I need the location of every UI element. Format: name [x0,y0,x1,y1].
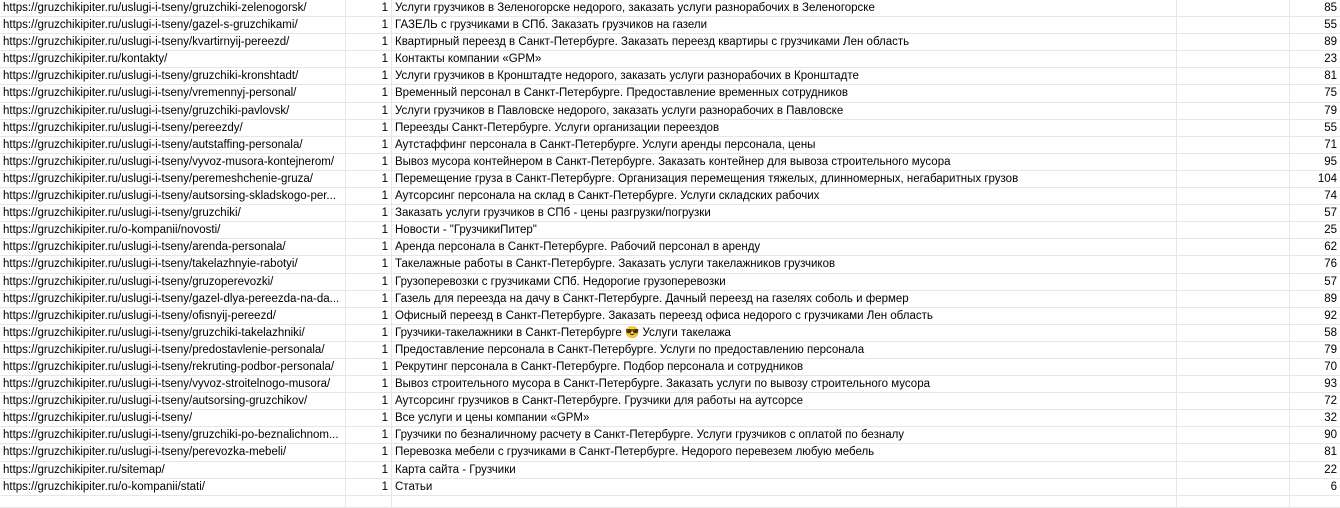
score-cell[interactable]: 89 [1324,292,1337,305]
title-cell[interactable]: Перевозка мебели с грузчиками в Санкт-Петербурге. Недорого перевезем любую мебель [392,444,1177,460]
table-row [0,342,1340,359]
score-cell[interactable]: 93 [1324,378,1337,391]
table-row [0,308,1340,325]
empty-cell[interactable] [1177,0,1290,16]
table-row [0,325,1340,342]
score-cell[interactable]: 58 [1324,326,1337,339]
count-cell[interactable]: 1 [346,291,392,307]
url-cell[interactable]: https://gruzchikipiter.ru/uslugi-i-tseny/gruzchiki-kronshtadt/ [0,68,346,84]
title-cell[interactable]: ГАЗЕЛЬ с грузчиками в СПб. Заказать грузчиков на газели [392,17,1177,33]
table-row [0,34,1340,51]
title-cell[interactable]: Переезды Санкт-Петербурге. Услуги организации переездов [392,120,1177,136]
count-cell[interactable]: 1 [346,410,392,426]
title-cell[interactable]: Аутсорсинг грузчиков в Санкт-Петербурге. Грузчики для работы на аутсорсе [392,393,1177,409]
title-cell[interactable]: Карта сайта - Грузчики [392,462,1177,478]
count-cell[interactable]: 1 [346,171,392,187]
empty-cell[interactable] [1177,376,1290,392]
score-cell[interactable]: 72 [1324,395,1337,408]
title-cell[interactable]: Вывоз строительного мусора в Санкт-Петербурге. Заказать услуги по вывозу строительного мусора [392,376,1177,392]
url-cell[interactable]: https://gruzchikipiter.ru/uslugi-i-tseny/ofisnyij-pereezd/ [0,308,346,324]
table-row [0,376,1340,393]
url-cell[interactable]: https://gruzchikipiter.ru/kontakty/ [0,51,346,67]
count-cell[interactable]: 1 [346,188,392,204]
count-cell[interactable]: 1 [346,103,392,119]
empty-cell[interactable] [1177,359,1290,375]
url-cell[interactable]: https://gruzchikipiter.ru/uslugi-i-tseny/peremeshchenie-gruza/ [0,171,346,187]
score-cell[interactable]: 57 [1324,275,1337,288]
count-cell[interactable]: 1 [346,85,392,101]
score-cell[interactable]: 81 [1324,446,1337,459]
title-cell[interactable]: Предоставление персонала в Санкт-Петербурге. Услуги по предоставлению персонала [392,342,1177,358]
empty-cell[interactable] [1177,154,1290,170]
score-cell[interactable]: 81 [1324,70,1337,83]
table-row [0,274,1340,291]
score-cell[interactable]: 62 [1324,241,1337,254]
empty-cell[interactable] [1177,342,1290,358]
table-row [0,120,1340,137]
table-row [0,239,1340,256]
score-cell[interactable]: 104 [1317,172,1337,185]
url-cell[interactable]: https://gruzchikipiter.ru/uslugi-i-tseny/vyvoz-stroitelnogo-musora/ [0,376,346,392]
table-row [0,462,1340,479]
title-cell[interactable]: Временный персонал в Санкт-Петербурге. Предоставление временных сотрудников [392,85,1177,101]
empty-cell[interactable] [1177,256,1290,272]
empty-cell[interactable] [1177,205,1290,221]
empty-cell[interactable] [1177,462,1290,478]
score-cell[interactable]: 55 [1324,121,1337,134]
url-cell[interactable]: https://gruzchikipiter.ru/o-kompanii/novosti/ [0,222,346,238]
empty-cell[interactable] [1177,291,1290,307]
score-cell[interactable]: 6 [1330,480,1337,493]
url-cell[interactable]: https://gruzchikipiter.ru/uslugi-i-tseny/vyvoz-musora-kontejnerom/ [0,154,346,170]
url-cell[interactable]: https://gruzchikipiter.ru/uslugi-i-tseny/pereezdy/ [0,120,346,136]
count-cell[interactable]: 1 [346,325,392,341]
url-cell[interactable]: https://gruzchikipiter.ru/uslugi-i-tseny/gruzoperevozki/ [0,274,346,290]
score-cell[interactable] [1290,496,1340,507]
count-cell[interactable]: 1 [346,427,392,443]
score-cell[interactable]: 75 [1324,87,1337,100]
url-cell[interactable]: https://gruzchikipiter.ru/uslugi-i-tseny/gruzchiki-zelenogorsk/ [0,0,346,16]
table-row [0,205,1340,222]
title-cell[interactable]: Офисный переезд в Санкт-Петербурге. Заказать переезд офиса недорого с грузчиками Лен область [392,308,1177,324]
empty-cell[interactable] [1177,103,1290,119]
count-cell[interactable]: 1 [346,68,392,84]
score-cell[interactable]: 89 [1324,36,1337,49]
title-cell[interactable]: Грузчики по безналичному расчету в Санкт-Петербурге. Услуги грузчиков с оплатой по безналу [392,427,1177,443]
empty-cell[interactable] [1177,274,1290,290]
table-row [0,68,1340,85]
score-cell[interactable]: 55 [1324,19,1337,32]
title-cell[interactable]: Аутсорсинг персонала на склад в Санкт-Петербурге. Услуги складских рабочих [392,188,1177,204]
url-cell[interactable] [0,496,346,507]
title-cell[interactable]: Рекрутинг персонала в Санкт-Петербурге. Подбор персонала и сотрудников [392,359,1177,375]
url-cell[interactable]: https://gruzchikipiter.ru/sitemap/ [0,462,346,478]
url-cell[interactable]: https://gruzchikipiter.ru/uslugi-i-tseny/autsorsing-skladskogo-per... [0,188,346,204]
score-cell[interactable]: 25 [1324,224,1337,237]
table-row [0,291,1340,308]
empty-cell[interactable] [1177,427,1290,443]
empty-cell[interactable] [1177,188,1290,204]
title-cell[interactable]: Грузоперевозки с грузчиками СПб. Недорогие грузоперевозки [392,274,1177,290]
url-cell[interactable]: https://gruzchikipiter.ru/uslugi-i-tseny/vremennyj-personal/ [0,85,346,101]
score-cell[interactable]: 92 [1324,309,1337,322]
empty-cell[interactable] [1177,17,1290,33]
url-cell[interactable]: https://gruzchikipiter.ru/uslugi-i-tseny/autstaffing-personala/ [0,137,346,153]
url-cell[interactable]: https://gruzchikipiter.ru/uslugi-i-tseny/gazel-s-gruzchikami/ [0,17,346,33]
empty-cell[interactable] [1177,171,1290,187]
count-cell[interactable]: 1 [346,462,392,478]
title-cell[interactable]: Новости - "ГрузчикиПитер" [392,222,1177,238]
count-cell[interactable]: 1 [346,239,392,255]
count-cell[interactable]: 1 [346,444,392,460]
table-row [0,359,1340,376]
count-cell[interactable]: 1 [346,393,392,409]
score-cell[interactable]: 79 [1324,104,1337,117]
empty-cell[interactable] [1177,410,1290,426]
empty-cell[interactable] [1177,308,1290,324]
title-cell[interactable]: Грузчики-такелажники в Санкт-Петербурге 😎 Услуги такелажа [392,325,1177,341]
count-cell[interactable]: 1 [346,359,392,375]
empty-cell[interactable] [1177,496,1290,507]
empty-cell[interactable] [1177,137,1290,153]
title-cell[interactable]: Все услуги и цены компании «GPM» [392,410,1177,426]
empty-cell[interactable] [1177,120,1290,136]
table-row-partial [0,496,1340,508]
score-cell[interactable]: 90 [1324,429,1337,442]
table-row [0,154,1340,171]
table-row [0,51,1340,68]
empty-cell[interactable] [1177,222,1290,238]
empty-cell[interactable] [1177,444,1290,460]
count-cell[interactable]: 1 [346,222,392,238]
count-cell[interactable] [346,496,392,507]
empty-cell[interactable] [1177,239,1290,255]
table-row [0,427,1340,444]
title-cell[interactable]: Услуги грузчиков в Павловске недорого, заказать услуги разнорабочих в Павловске [392,103,1177,119]
score-cell[interactable]: 32 [1324,412,1337,425]
url-cell[interactable]: https://gruzchikipiter.ru/uslugi-i-tseny/rekruting-podbor-personala/ [0,359,346,375]
count-cell[interactable]: 1 [346,137,392,153]
score-cell[interactable]: 85 [1324,2,1337,14]
title-cell[interactable]: Аутстаффинг персонала в Санкт-Петербурге. Услуги аренды персонала, цены [392,137,1177,153]
empty-cell[interactable] [1177,479,1290,495]
url-cell[interactable]: https://gruzchikipiter.ru/uslugi-i-tseny/arenda-personala/ [0,239,346,255]
title-cell[interactable]: Газель для переезда на дачу в Санкт-Петербурге. Дачный переезд на газелях соболь и фермер [392,291,1177,307]
url-cell[interactable]: https://gruzchikipiter.ru/uslugi-i-tseny/perevozka-mebeli/ [0,444,346,460]
url-cell[interactable]: https://gruzchikipiter.ru/o-kompanii/stati/ [0,479,346,495]
score-cell[interactable]: 95 [1324,155,1337,168]
count-cell[interactable]: 1 [346,479,392,495]
count-cell[interactable]: 1 [346,51,392,67]
url-cell[interactable]: https://gruzchikipiter.ru/uslugi-i-tseny/gazel-dlya-pereezda-na-da... [0,291,346,307]
table-row [0,85,1340,102]
title-cell[interactable]: Статьи [392,479,1177,495]
url-cell[interactable]: https://gruzchikipiter.ru/uslugi-i-tseny/gruzchiki-pavlovsk/ [0,103,346,119]
score-cell[interactable]: 70 [1324,360,1337,373]
table-row [0,17,1340,34]
empty-cell[interactable] [1177,34,1290,50]
title-cell[interactable]: Вывоз мусора контейнером в Санкт-Петербурге. Заказать контейнер для вывоза строительного мусора [392,154,1177,170]
url-cell[interactable]: https://gruzchikipiter.ru/uslugi-i-tseny/gruzchiki-takelazhniki/ [0,325,346,341]
table-row [0,479,1340,496]
title-cell[interactable]: Перемещение груза в Санкт-Петербурге. Организация перемещения тяжелых, длинномерных, негабаритных грузов [392,171,1177,187]
empty-cell[interactable] [1177,68,1290,84]
url-cell[interactable]: https://gruzchikipiter.ru/uslugi-i-tseny/gruzchiki/ [0,205,346,221]
count-cell[interactable]: 1 [346,34,392,50]
url-cell[interactable]: https://gruzchikipiter.ru/uslugi-i-tseny/kvartirnyij-pereezd/ [0,34,346,50]
score-cell[interactable]: 23 [1324,53,1337,66]
table-row [0,410,1340,427]
count-cell[interactable]: 1 [346,17,392,33]
score-cell[interactable]: 79 [1324,343,1337,356]
count-cell[interactable]: 1 [346,256,392,272]
score-cell[interactable]: 71 [1324,138,1337,151]
count-cell[interactable]: 1 [346,0,392,16]
table-row [0,103,1340,120]
count-cell[interactable]: 1 [346,342,392,358]
url-cell[interactable]: https://gruzchikipiter.ru/uslugi-i-tseny/takelazhnyie-rabotyi/ [0,256,346,272]
title-cell[interactable]: Аренда персонала в Санкт-Петербурге. Рабочий персонал в аренду [392,239,1177,255]
score-cell[interactable]: 76 [1324,258,1337,271]
count-cell[interactable]: 1 [346,376,392,392]
empty-cell[interactable] [1177,51,1290,67]
count-cell[interactable]: 1 [346,274,392,290]
url-cell[interactable]: https://gruzchikipiter.ru/uslugi-i-tseny/predostavlenie-personala/ [0,342,346,358]
table-row [0,222,1340,239]
table-row [0,444,1340,461]
table-row [0,171,1340,188]
table-row [0,188,1340,205]
title-cell[interactable]: Квартирный переезд в Санкт-Петербурге. Заказать переезд квартиры с грузчиками Лен область [392,34,1177,50]
title-cell[interactable]: Услуги грузчиков в Кронштадте недорого, заказать услуги разнорабочих в Кронштадте [392,68,1177,84]
score-cell[interactable]: 74 [1324,190,1337,203]
empty-cell[interactable] [1177,85,1290,101]
count-cell[interactable]: 1 [346,154,392,170]
title-cell[interactable] [392,496,1177,507]
url-cell[interactable]: https://gruzchikipiter.ru/uslugi-i-tseny/gruzchiki-po-beznalichnom... [0,427,346,443]
title-cell[interactable]: Услуги грузчиков в Зеленогорске недорого, заказать услуги разнорабочих в Зеленогорске [392,0,1177,16]
empty-cell[interactable] [1177,393,1290,409]
empty-cell[interactable] [1177,325,1290,341]
table-row [0,256,1340,273]
title-cell[interactable]: Контакты компании «GPM» [392,51,1177,67]
count-cell[interactable]: 1 [346,120,392,136]
table-row [0,393,1340,410]
url-cell[interactable]: https://gruzchikipiter.ru/uslugi-i-tseny/ [0,410,346,426]
count-cell[interactable]: 1 [346,205,392,221]
table-row [0,0,1340,17]
title-cell[interactable]: Такелажные работы в Санкт-Петербурге. Заказать услуги такелажников грузчиков [392,256,1177,272]
table-row [0,137,1340,154]
url-cell[interactable]: https://gruzchikipiter.ru/uslugi-i-tseny/autsorsing-gruzchikov/ [0,393,346,409]
score-cell[interactable]: 57 [1324,207,1337,220]
count-cell[interactable]: 1 [346,308,392,324]
score-cell[interactable]: 22 [1324,463,1337,476]
title-cell[interactable]: Заказать услуги грузчиков в СПб - цены разгрузки/погрузки [392,205,1177,221]
